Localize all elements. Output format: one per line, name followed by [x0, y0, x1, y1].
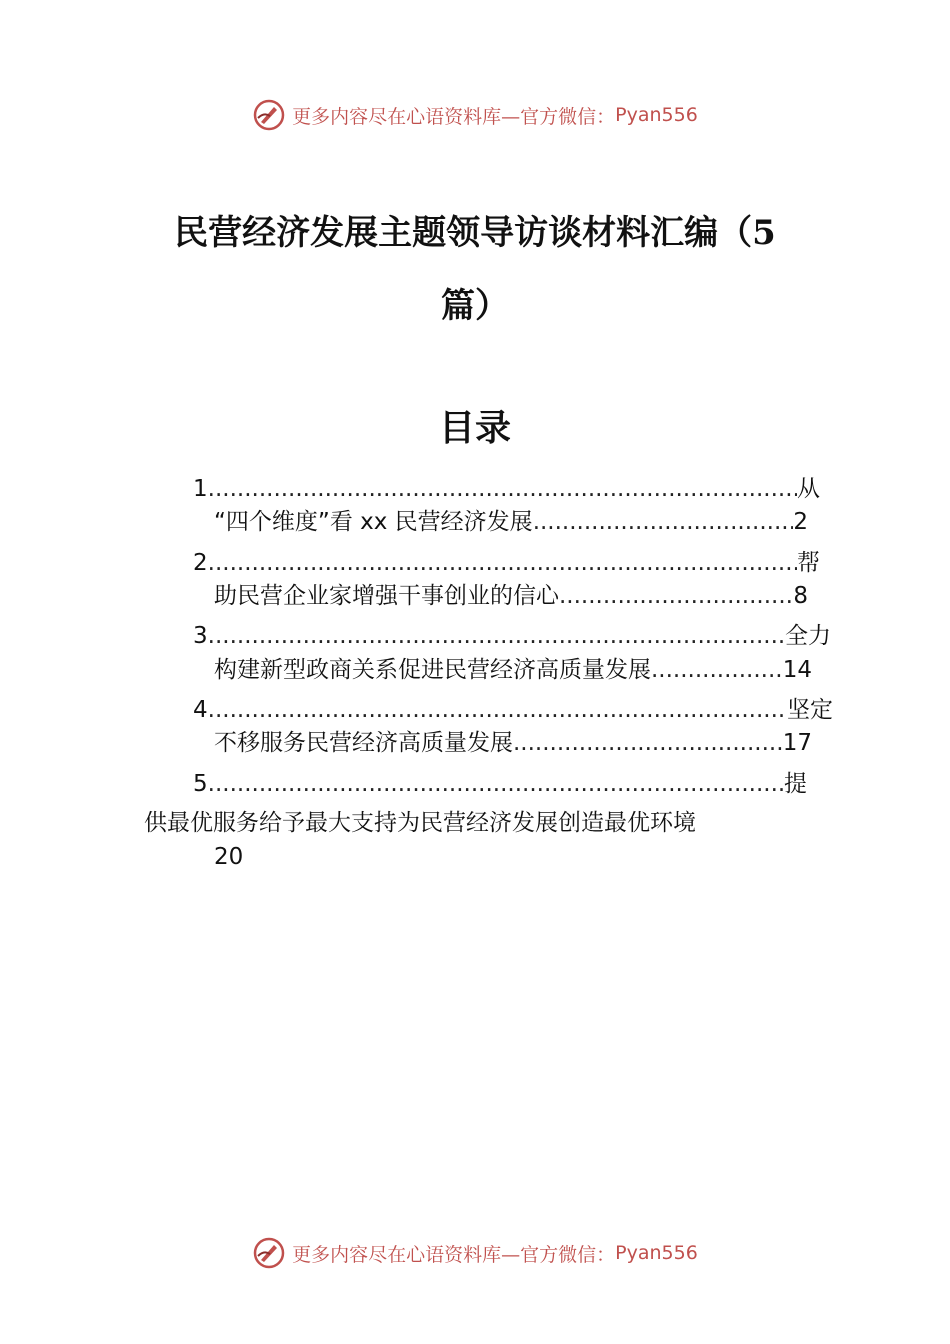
- toc-entry-3-line-2[interactable]: [214, 654, 812, 686]
- toc-leader-dots: [533, 506, 794, 538]
- toc-entry-number: 3: [193, 623, 208, 649]
- toc-entry-title-head: 从: [797, 476, 820, 502]
- toc-entry-1-line-1[interactable]: [193, 473, 820, 505]
- toc-entry-2-line-2[interactable]: [214, 580, 808, 612]
- footer-watermark: [0, 1233, 950, 1273]
- toc-entry-5-line-3[interactable]: [214, 841, 414, 873]
- toc-entry-title-rest: 供最优服务给予最大支持为民营经济发展创造最优环境: [144, 810, 696, 836]
- toc-leader-dots: [208, 620, 785, 652]
- toc-entry-4-line-1[interactable]: [193, 694, 833, 726]
- toc-leader-dots: [559, 580, 793, 612]
- toc-entry-page: 20: [214, 844, 244, 870]
- toc-entry-5-line-1[interactable]: [193, 768, 807, 800]
- pen-circle-logo-icon: [252, 1236, 286, 1270]
- toc-entry-title-head: 提: [784, 771, 807, 797]
- toc-entry-page: 8: [793, 583, 808, 609]
- toc-entry-number: 5: [193, 771, 208, 797]
- toc-entry-number: 2: [193, 550, 208, 576]
- document-title-line-2: 篇）: [441, 286, 509, 326]
- toc-entry-page: 17: [782, 730, 812, 756]
- toc-entry-title-head: 帮: [797, 550, 820, 576]
- watermark-wechat-id: Pyan556: [615, 104, 698, 126]
- watermark-text: 更多内容尽在心语资料库—官方微信：: [292, 105, 616, 128]
- toc-entry-number: 1: [193, 476, 208, 502]
- header-watermark: [0, 95, 950, 135]
- toc-entry-3-line-1[interactable]: [193, 620, 831, 652]
- watermark-text: 更多内容尽在心语资料库—官方微信：: [292, 1243, 616, 1266]
- toc-entry-4-line-2[interactable]: [214, 727, 812, 759]
- toc-entry-title-head: 坚定: [787, 697, 833, 723]
- toc-entry-title-rest: “四个维度”看 xx 民营经济发展: [214, 509, 533, 535]
- toc-leader-dots: [208, 473, 797, 505]
- toc-entry-number: 4: [193, 697, 208, 723]
- toc-entry-title-head: 全力: [785, 623, 831, 649]
- toc-leader-dots: [208, 694, 787, 726]
- toc-entry-5-line-2[interactable]: [144, 807, 824, 839]
- toc-entry-title-rest: 构建新型政商关系促进民营经济高质量发展: [214, 657, 651, 683]
- toc-leader-dots: [513, 727, 783, 759]
- toc-entry-title-rest: 不移服务民营经济高质量发展: [214, 730, 513, 756]
- toc-entry-page: 14: [782, 657, 812, 683]
- toc-entry-1-line-2[interactable]: [214, 506, 808, 538]
- document-title-line-1: 民营经济发展主题领导访谈材料汇编（5: [174, 213, 776, 253]
- toc-entry-2-line-1[interactable]: [193, 547, 820, 579]
- toc-leader-dots: [208, 768, 784, 800]
- toc-leader-dots: [651, 654, 783, 686]
- toc-entry-title-rest: 助民营企业家增强干事创业的信心: [214, 583, 559, 609]
- pen-circle-logo-icon: [252, 98, 286, 132]
- toc-entry-page: 2: [793, 509, 808, 535]
- toc-leader-dots: [208, 547, 797, 579]
- watermark-wechat-id: Pyan556: [615, 1242, 698, 1264]
- toc-heading: 目录: [438, 407, 511, 449]
